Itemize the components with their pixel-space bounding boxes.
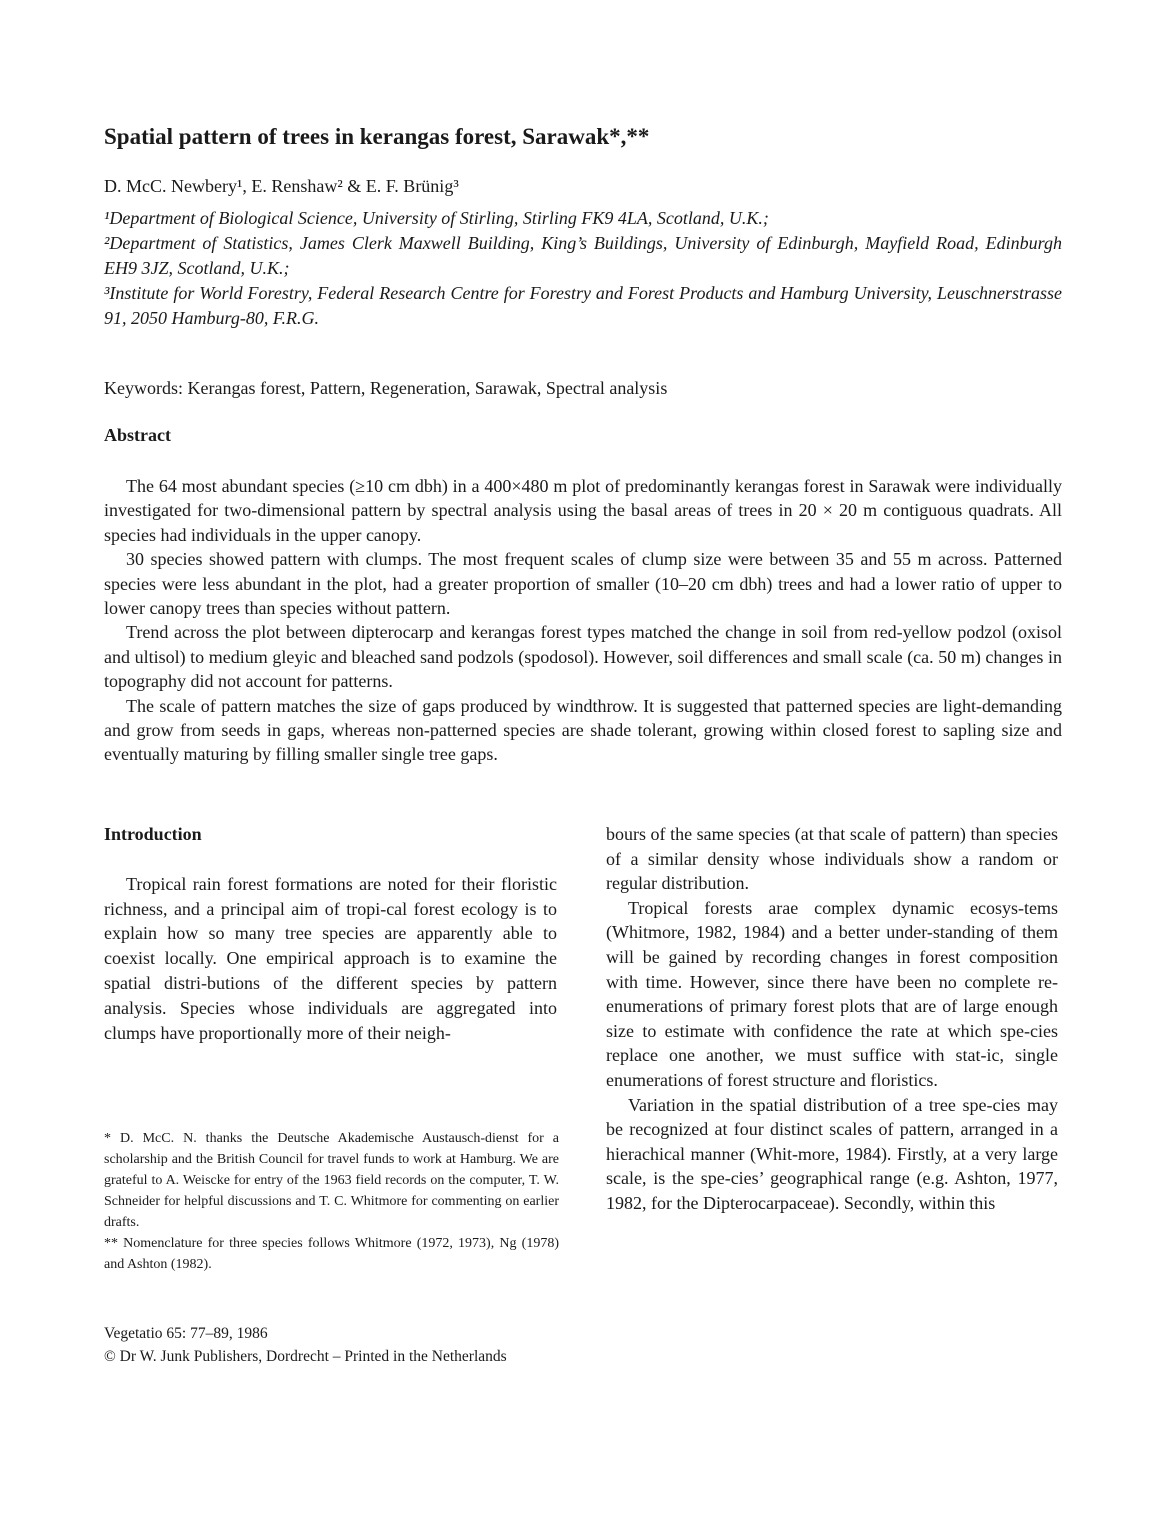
affiliation-1: ¹Department of Biological Science, University of Stirling, Stirling FK9 4LA, Scotland, U.K.; [104, 208, 769, 228]
affiliation-2: ²Department of Statistics, James Clerk Maxwell Building, King’s Buildings, University of Edinburgh, Mayfield Road, Edinburgh EH9 3JZ, Scotland, U.K.; [104, 233, 1062, 278]
body-paragraph: Variation in the spatial distribution of a tree spe-cies may be recognized at four distinct scales of pattern, arranged in a hierachical manner (Whit-more, 1984). Firstly, at a very large scale, is the spe-cies’ geographical range (e.g. Ashton, 1977, 1982, for the Dipterocarpaceae). Secondly, within this [606, 1094, 1058, 1213]
abstract [104, 474, 1062, 767]
keywords: Keywords: Kerangas forest, Pattern, Regeneration, Sarawak, Spectral analysis [104, 378, 668, 398]
abstract-paragraph: The scale of pattern matches the size of gaps produced by windthrow. It is suggested that patterned species are light-demanding and grow from seeds in gaps, whereas non-patterned species are shade tolerant, growing within closed forest to sapling size and eventually maturing by filling smaller single tree gaps. [104, 695, 1062, 765]
author-list: D. McC. Newbery¹, E. Renshaw² & E. F. Brünig³ [104, 176, 459, 196]
journal-info [104, 1322, 704, 1368]
paper-title: Spatial pattern of trees in kerangas forest, Sarawak*,** [104, 124, 650, 149]
affiliation-3: ³Institute for World Forestry, Federal Research Centre for Forestry and Forest Products and Hamburg University, Leuschnerstrasse 91, 2050 Hamburg-80, F.R.G. [104, 283, 1062, 328]
right-column [606, 822, 1058, 1216]
journal-citation: Vegetatio 65: 77–89, 1986 [104, 1325, 268, 1342]
abstract-paragraph: Trend across the plot between dipterocarp and kerangas forest types matched the change in soil from red-yellow podzol (oxisol and ultisol) to medium gleyic and bleached sand podzols (spodosol). However, soil differences and small scale (ca. 50 m) changes in topography did not account for patterns. [104, 622, 1062, 692]
body-paragraph: bours of the same species (at that scale of pattern) than species of a similar density whose individuals show a random or regular distribution. [606, 824, 1058, 894]
affiliations [104, 206, 1062, 331]
body-paragraph: Tropical forests arae complex dynamic ecosys-tems (Whitmore, 1982, 1984) and a better under-standing of them will be gained by recording changes in forest composition with time. However, since there have been no complete re-enumerations of primary forest plots that are of large enough size to estimate with confidence the rate at which spe-cies replace one another, we must suffice with stat-ic, single enumerations of forest structure and floristics. [606, 897, 1058, 1090]
body-paragraph: Tropical rain forest formations are noted for their floristic richness, and a principal aim of tropi-cal forest ecology is to explain how so many tree species are apparently able to coexist locally. One empirical approach is to examine the spatial distri-butions of the different species by pattern analysis. Species whose individuals are aggregated into clumps have proportionally more of their neigh- [104, 873, 557, 1043]
footnotes [104, 1128, 559, 1275]
introduction-heading: Introduction [104, 824, 202, 844]
abstract-paragraph: The 64 most abundant species (≥10 cm dbh) in a 400×480 m plot of predominantly kerangas forest in Sarawak were individually investigated for two-dimensional pattern by spectral analysis using the basal areas of trees in 20 × 20 m contiguous quadrats. All species had individuals in the upper canopy. [104, 476, 1062, 545]
footnote-1: * D. McC. N. thanks the Deutsche Akademische Austausch-dienst for a scholarship and the British Council for travel funds to work at Hamburg. We are grateful to A. Weiscke for entry of the 1963 field records on the computer, T. W. Schneider for helpful discussions and T. C. Whitmore for commenting on earlier drafts. [104, 1131, 559, 1230]
publisher-line: © Dr W. Junk Publishers, Dordrecht – Printed in the Netherlands [104, 1348, 507, 1365]
abstract-paragraph: 30 species showed pattern with clumps. The most frequent scales of clump size were between 35 and 55 m across. Patterned species were less abundant in the plot, had a greater proportion of smaller (10–20 cm dbh) trees and had a lower ratio of upper to lower canopy trees than species without pattern. [104, 549, 1062, 619]
footnote-2: ** Nomenclature for three species follows Whitmore (1972, 1973), Ng (1978) and Ashton (1982). [104, 1236, 559, 1272]
left-column [104, 822, 557, 1045]
abstract-heading: Abstract [104, 425, 171, 445]
